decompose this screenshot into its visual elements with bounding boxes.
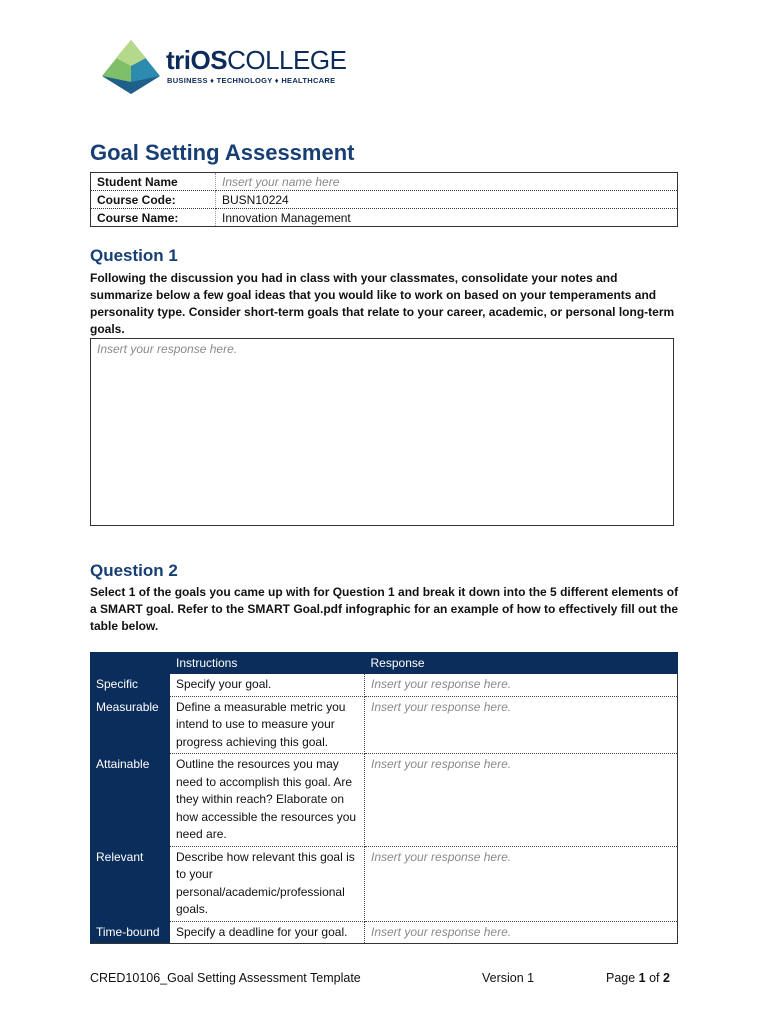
instruction-cell: Describe how relevant this goal is to your personal/academic/professional goals. xyxy=(170,846,365,921)
instruction-cell: Specify your goal. xyxy=(170,674,365,696)
element-label: Specific xyxy=(90,674,170,696)
info-label: Course Code: xyxy=(91,191,216,209)
college-logo xyxy=(100,38,347,98)
response-cell[interactable]: Insert your response here. xyxy=(365,846,678,921)
response-cell[interactable]: Insert your response here. xyxy=(365,696,678,754)
student-info-table xyxy=(90,172,678,227)
page-title: Goal Setting Assessment xyxy=(90,140,355,165)
response-placeholder: Insert your response here. xyxy=(97,342,238,356)
instruction-cell: Specify a deadline for your goal. xyxy=(170,921,365,944)
response-cell[interactable]: Insert your response here. xyxy=(365,674,678,696)
smart-row-attainable xyxy=(90,754,678,847)
response-cell[interactable]: Insert your response here. xyxy=(365,754,678,847)
smart-table-header xyxy=(90,652,678,674)
smart-goal-table xyxy=(90,652,678,944)
header-instructions: Instructions xyxy=(170,652,365,674)
question-1-response-box[interactable] xyxy=(90,338,674,526)
student-name-field[interactable]: Insert your name here xyxy=(216,173,678,191)
footer-version: Version 1 xyxy=(482,971,535,985)
question-1-text: Following the discussion you had in class with your classmates, consolidate your notes and summarize below a few goal ideas that you would like to work on based on your temperaments and personality type. Consider short-term goals that relate to your career, academic, or personal long-term goals. xyxy=(90,271,675,336)
instruction-cell: Outline the resources you may need to accomplish this goal. Are they within reach? Elaborate on how accessible the resources you need are. xyxy=(170,754,365,847)
response-cell[interactable]: Insert your response here. xyxy=(365,921,678,944)
element-label: Time-bound xyxy=(90,921,170,944)
element-label: Measurable xyxy=(90,696,170,754)
logo-tagline: BUSINESS ♦ TECHNOLOGY ♦ HEALTHCARE xyxy=(167,76,336,85)
instruction-cell: Define a measurable metric you intend to use to measure your progress achieving this goal. xyxy=(170,696,365,754)
question-2-heading: Question 2 xyxy=(90,561,178,580)
footer-page-number: Page 1 of 2 xyxy=(606,971,670,985)
question-2-text: Select 1 of the goals you came up with for Question 1 and break it down into the 5 different elements of a SMART goal. Refer to the SMART Goal.pdf infographic for an example of how to effectively fill out the table below. xyxy=(90,585,679,633)
info-row-course-code xyxy=(91,191,678,209)
smart-row-specific xyxy=(90,674,678,696)
smart-row-measurable xyxy=(90,696,678,754)
element-label: Relevant xyxy=(90,846,170,921)
pyramid-logo-icon xyxy=(100,38,162,96)
course-code-value: BUSN10224 xyxy=(216,191,678,209)
header-blank xyxy=(90,652,170,674)
info-label: Student Name xyxy=(91,173,216,191)
logo-wordmark: triOSCOLLEGE xyxy=(166,45,347,75)
info-row-course-name xyxy=(91,209,678,227)
smart-row-time-bound xyxy=(90,921,678,944)
element-label: Attainable xyxy=(90,754,170,847)
info-row-student-name xyxy=(91,173,678,191)
smart-row-relevant xyxy=(90,846,678,921)
course-name-value: Innovation Management xyxy=(216,209,678,227)
footer-template-name: CRED10106_Goal Setting Assessment Template xyxy=(90,971,361,985)
question-1-heading: Question 1 xyxy=(90,246,178,265)
header-response: Response xyxy=(365,652,678,674)
info-label: Course Name: xyxy=(91,209,216,227)
